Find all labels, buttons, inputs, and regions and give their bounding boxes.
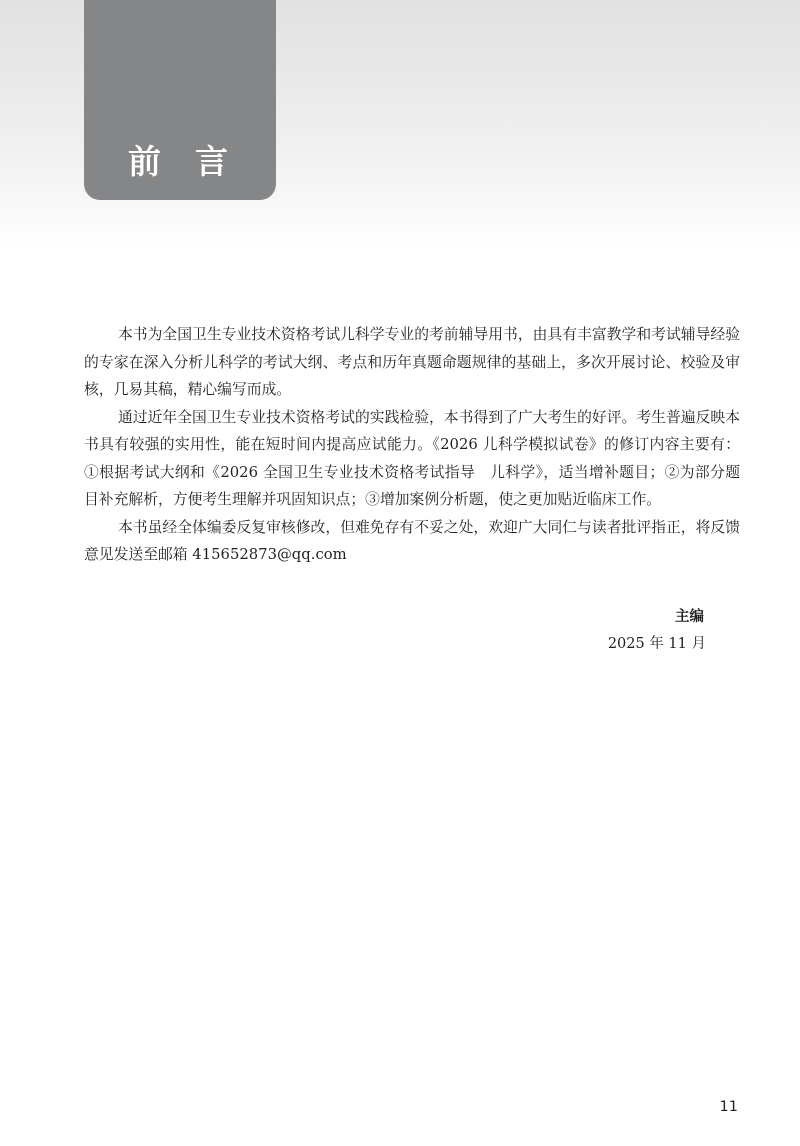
preface-paragraph-1: 本书为全国卫生专业技术资格考试儿科学专业的考前辅导用书，由具有丰富教学和考试辅导经验的专家在深入分析儿科学的考试大纲、考点和历年真题命题规律的基础上，多次开展讨论、校验及审核，几易其稿，精心编写而成。 — [84, 326, 740, 398]
signature-date: 2025 年 11 月 — [607, 636, 706, 652]
page-number: 11 — [719, 1099, 738, 1115]
preface-paragraph-3: 本书虽经全体编委反复审核修改，但难免存有不妥之处，欢迎广大同仁与读者批评指正，将反馈意见发送至邮箱 415652873@qq.com — [84, 518, 740, 563]
signature-role: 主编 — [675, 609, 704, 625]
page-title: 前言 — [128, 142, 262, 181]
preface-body — [84, 321, 740, 569]
preface-paragraph-2: 通过近年全国卫生专业技术资格考试的实践检验，本书得到了广大考生的好评。考生普遍反映本书具有较强的实用性，能在短时间内提高应试能力。《2026 儿科学模拟试卷》的修订内容主要有：①根据考试大纲和《2026 全国卫生专业技术资格考试指导 儿科学》，适当增补题目；②为部分题目补充解析，方便考生理解并巩固知识点；③增加案例分析题，使之更加贴近临床工作。 — [84, 408, 740, 508]
